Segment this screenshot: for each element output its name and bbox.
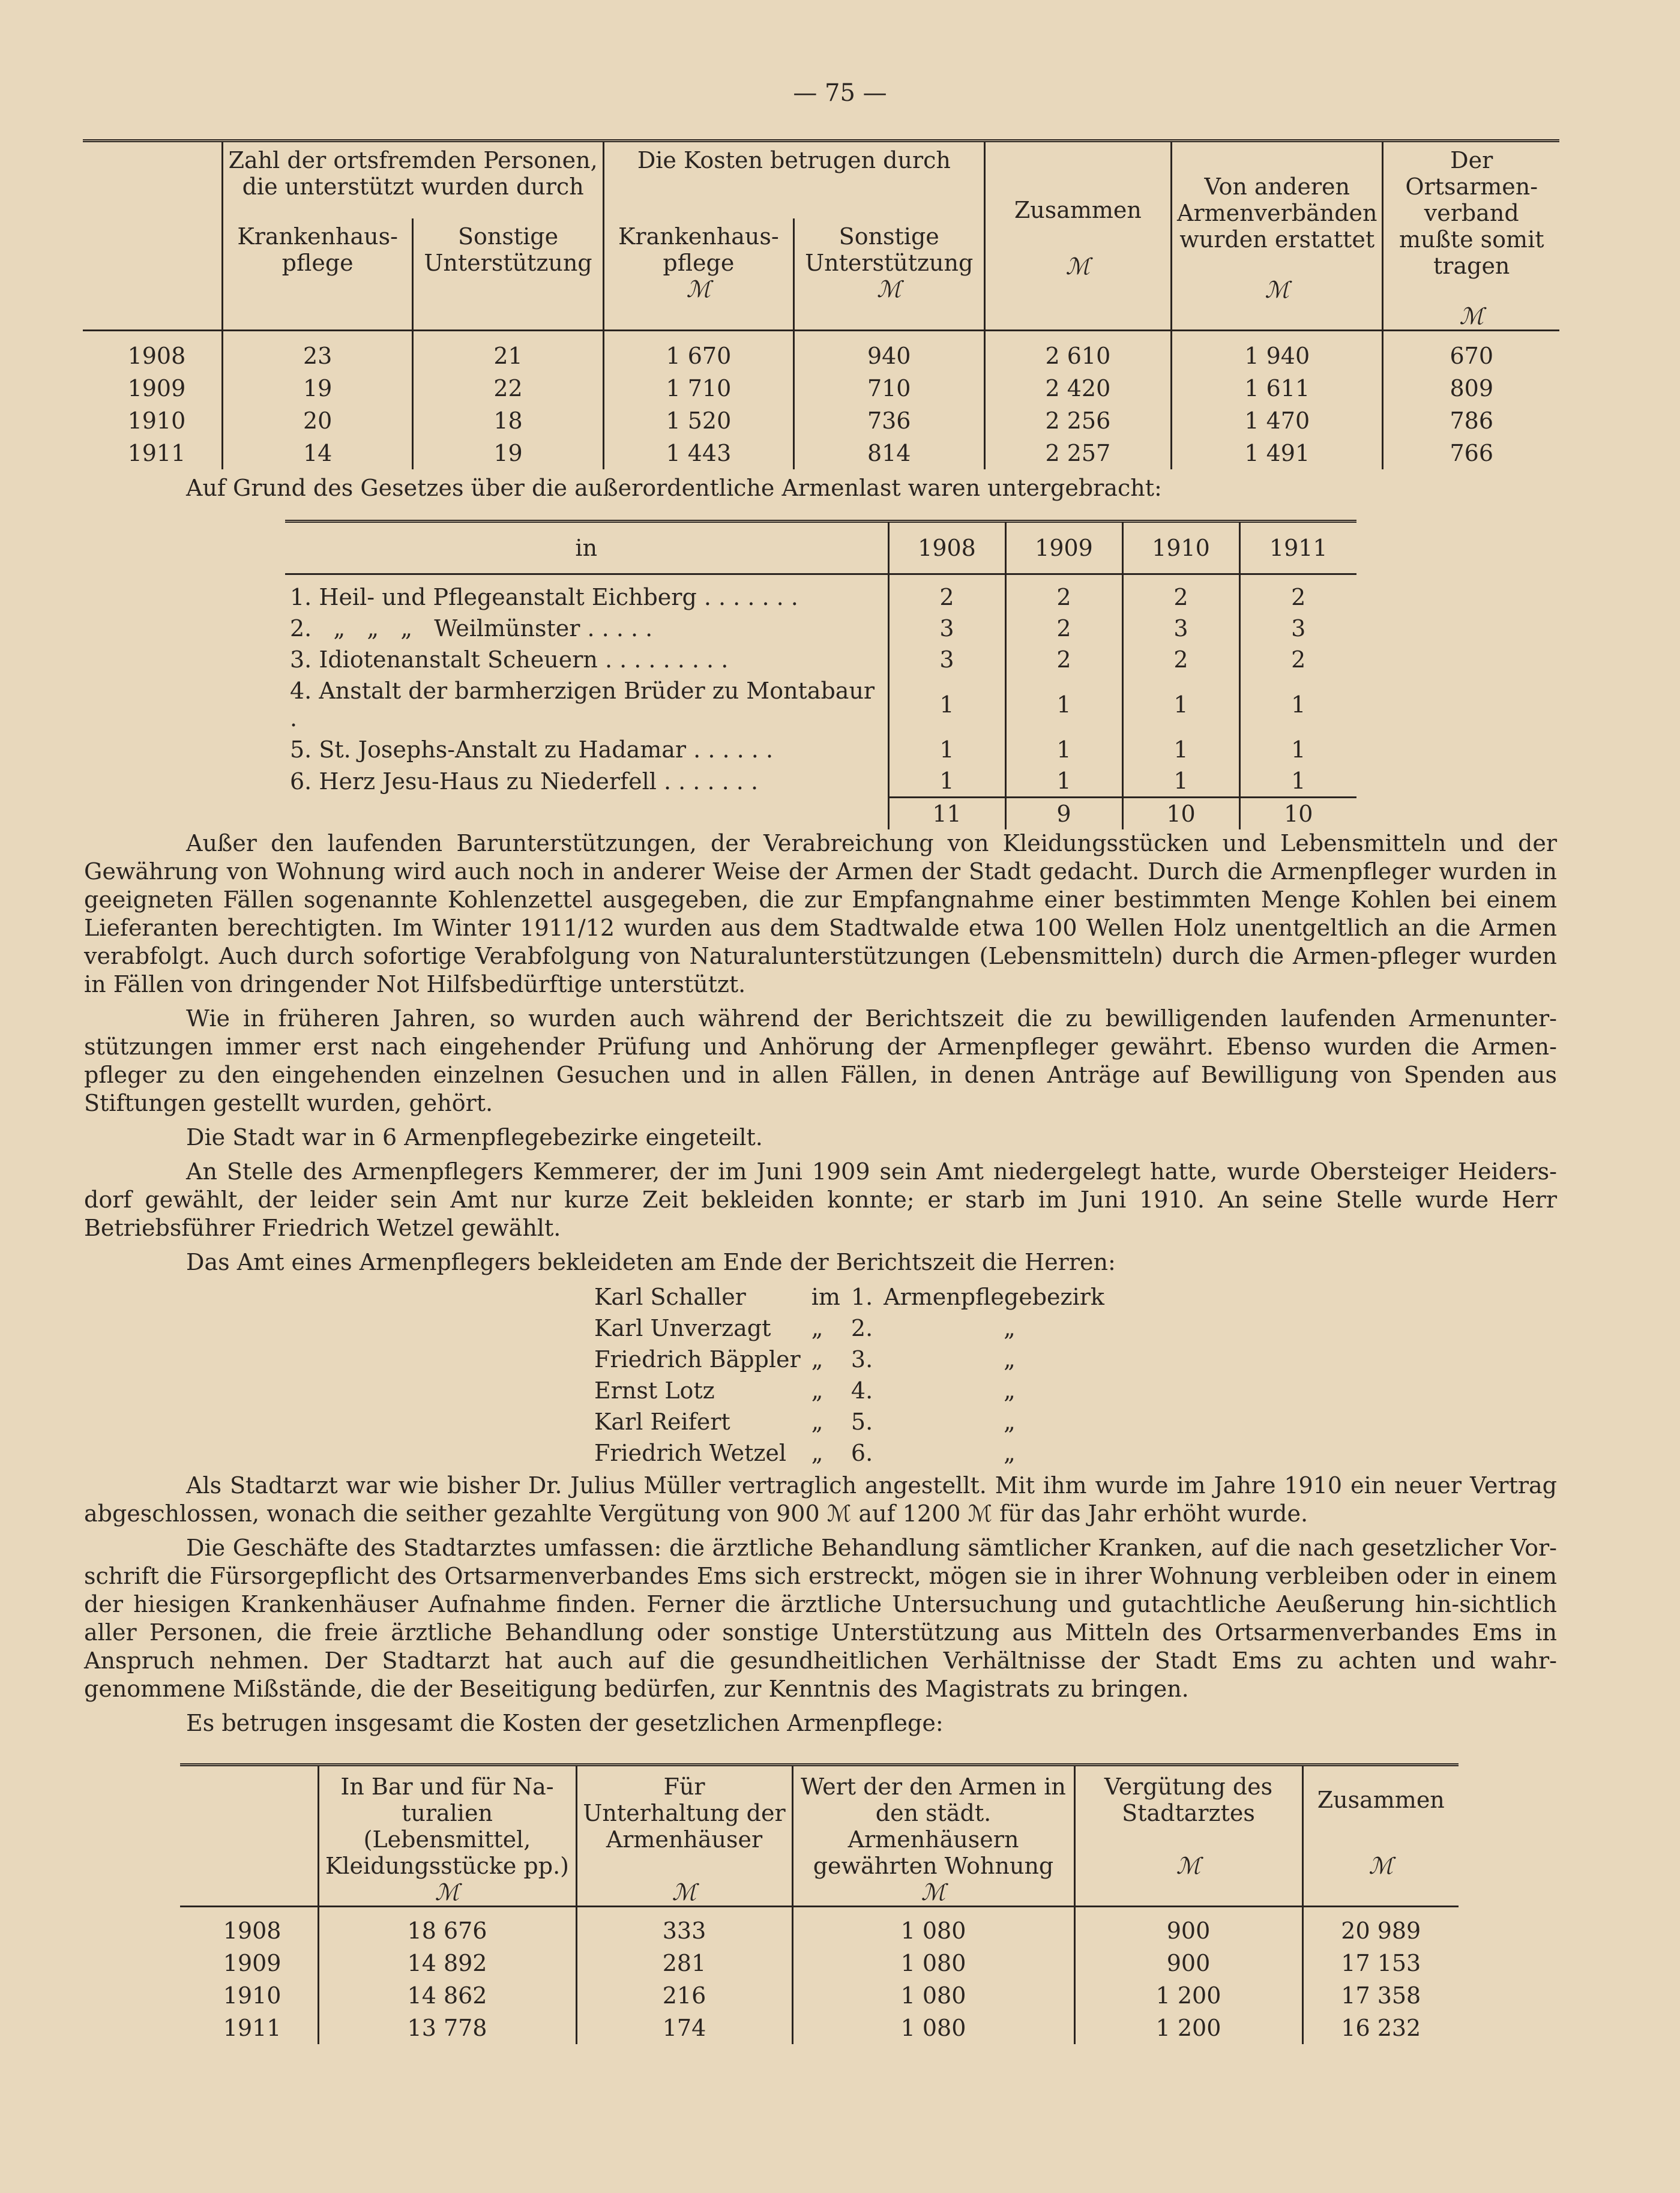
cell: 900: [1074, 1907, 1302, 1948]
table-row: [285, 675, 1356, 734]
row-year: 1909: [127, 375, 186, 402]
pfleger-name: Friedrich Bäppler: [594, 1346, 801, 1373]
cell: 736: [793, 405, 984, 437]
currency-mark: ℳ: [1176, 1853, 1201, 1879]
cell: 2 257: [984, 437, 1171, 469]
currency-mark: ℳ: [1459, 303, 1484, 329]
cell: 1 710: [604, 372, 794, 405]
currency-mark: ℳ: [876, 276, 902, 303]
row-year: 1910: [223, 1982, 282, 2009]
row-year: 1908: [127, 343, 186, 369]
total-cell: 10: [1122, 798, 1239, 830]
cell: 1 080: [792, 1907, 1074, 1948]
cell: 1 080: [792, 1947, 1074, 1979]
cell: 2: [1122, 574, 1239, 613]
header-year: 1911: [1239, 522, 1356, 574]
cell: 1 443: [604, 437, 794, 469]
pfleger-prep: im: [811, 1284, 840, 1310]
header-persons: Zahl der ortsfremden Personen, die unterstützt wurden durch: [223, 141, 604, 219]
cell: 3: [888, 644, 1005, 675]
totals-row: [285, 798, 1356, 830]
pfleger-bezirk: „: [1004, 1409, 1016, 1435]
list-item: [594, 1437, 1115, 1469]
cell: 19: [223, 372, 413, 405]
pfleger-bezirk: „: [1004, 1377, 1016, 1404]
total-cell: 9: [1005, 798, 1122, 830]
institution-label: 3. Idiotenanstalt Scheuern . . . . . . . . .: [290, 646, 729, 673]
header-zusammen: Zusammen: [1317, 1787, 1445, 1813]
cell: 2: [1005, 644, 1122, 675]
list-item: [594, 1406, 1115, 1437]
cell: 1: [888, 675, 1005, 734]
cell: 23: [223, 331, 413, 373]
currency-mark: ℳ: [672, 1879, 697, 1906]
cell: 216: [576, 1979, 792, 2012]
header-erstattet: Von anderen Armenverbänden wurden erstattet: [1177, 173, 1377, 253]
cell: 1 520: [604, 405, 794, 437]
cell: 16 232: [1302, 2012, 1459, 2044]
pfleger-nr: 6.: [851, 1440, 873, 1466]
paragraph: Auf Grund des Gesetzes über die außerordentliche Armenlast waren untergebracht:: [186, 475, 1162, 501]
pfleger-nr: 5.: [851, 1409, 873, 1435]
cell: 19: [413, 437, 604, 469]
currency-mark: ℳ: [1065, 253, 1091, 280]
cell: 3: [1239, 613, 1356, 644]
list-item: [594, 1344, 1115, 1375]
cell: 1: [1122, 765, 1239, 798]
header-sonstige-costs: Sonstige Unterstützung: [805, 223, 974, 277]
cell: 2: [1239, 644, 1356, 675]
cell: 1: [1122, 734, 1239, 765]
table-row: [83, 331, 1559, 373]
cell: 2 420: [984, 372, 1171, 405]
paragraph: Wie in früheren Jahren, so wurden auch während der Berichtszeit die zu bewilligenden laufenden Armenunter-stützungen immer erst nach eingehender Prüfung und Anhörung der Armenpfleger gewährt. Ebenso wurden die Armen-pfleger zu den eingehenden einzelnen Gesuchen und in allen Fällen, in denen Anträge auf Bewilligung von Spenden aus Stiftungen gestellt wurden, gehört.: [84, 1005, 1557, 1116]
cell: 20 989: [1302, 1907, 1459, 1948]
cell: 710: [793, 372, 984, 405]
row-year: 1911: [127, 440, 186, 466]
page-number: — 75 —: [793, 79, 887, 107]
table-row: [285, 734, 1356, 765]
cell: 766: [1383, 437, 1559, 469]
pfleger-prep: „: [811, 1377, 823, 1404]
institution-label: 2. „ „ „ Weilmünster . . . . .: [290, 615, 653, 642]
cell: 1 611: [1172, 372, 1383, 405]
cell: 174: [576, 2012, 792, 2044]
cell: 1: [1239, 765, 1356, 798]
header-year: 1910: [1122, 522, 1239, 574]
cell: 20: [223, 405, 413, 437]
cell: 1: [888, 765, 1005, 798]
paragraph: Das Amt eines Armenpflegers bekleideten am Ende der Berichtszeit die Herren:: [186, 1249, 1116, 1275]
table-row: [83, 372, 1559, 405]
body-text-1: [84, 829, 1557, 1283]
cell: 1: [1122, 675, 1239, 734]
cell: 1: [1239, 734, 1356, 765]
cell: 2: [1005, 574, 1122, 613]
header-sonstige-persons: Sonstige Unterstützung: [413, 218, 604, 330]
cell: 1 940: [1172, 331, 1383, 373]
cell: 281: [576, 1947, 792, 1979]
cell: 1: [1239, 675, 1356, 734]
table-row: [285, 574, 1356, 613]
pfleger-nr: 3.: [851, 1346, 873, 1373]
paragraph: Die Stadt war in 6 Armenpflegebezirke eingeteilt.: [186, 1124, 763, 1151]
currency-mark: ℳ: [1368, 1853, 1394, 1879]
header-zusammen: Zusammen: [1014, 197, 1142, 223]
cell: 2: [1239, 574, 1356, 613]
pfleger-list: [594, 1281, 1115, 1469]
table-row: [83, 437, 1559, 469]
pfleger-prep: „: [811, 1315, 823, 1341]
table-row: [285, 644, 1356, 675]
cell: 14 892: [318, 1947, 576, 1979]
table-row: [285, 765, 1356, 798]
cell: 22: [413, 372, 604, 405]
row-year: 1910: [127, 408, 186, 434]
table-row: [180, 2012, 1459, 2044]
cell: 333: [576, 1907, 792, 1948]
header-bar: In Bar und für Na-turalien (Lebensmittel, Kleidungsstücke pp.): [325, 1773, 569, 1879]
institution-label: 4. Anstalt der barmherzigen Brüder zu Montabaur .: [290, 678, 875, 732]
cell: 809: [1383, 372, 1559, 405]
currency-mark: ℳ: [921, 1879, 946, 1906]
row-year: 1909: [223, 1950, 282, 1976]
cell: 2: [888, 574, 1005, 613]
intro-institutions: [84, 474, 1557, 508]
cell: 1: [888, 734, 1005, 765]
header-year: 1909: [1005, 522, 1122, 574]
list-item: [594, 1281, 1115, 1313]
cell: 670: [1383, 331, 1559, 373]
cell: 1 470: [1172, 405, 1383, 437]
paragraph: Es betrugen insgesamt die Kosten der gesetzlichen Armenpflege:: [186, 1710, 944, 1736]
cell: 814: [793, 437, 984, 469]
cell: 1: [1005, 675, 1122, 734]
cell: 786: [1383, 405, 1559, 437]
cell: 1 200: [1074, 1979, 1302, 2012]
cell: 940: [793, 331, 984, 373]
row-year: 1911: [223, 2015, 282, 2041]
cell: 1 200: [1074, 2012, 1302, 2044]
cell: 2: [1005, 613, 1122, 644]
pfleger-name: Ernst Lotz: [594, 1377, 715, 1404]
header-wert: Wert der den Armen in den städt. Armenhäusern gewährten Wohnung: [801, 1773, 1066, 1879]
table-row: [285, 613, 1356, 644]
cell: 1 670: [604, 331, 794, 373]
cell: 3: [888, 613, 1005, 644]
paragraph: Als Stadtarzt war wie bisher Dr. Julius Müller vertraglich angestellt. Mit ihm wurde im Jahre 1910 ein neuer Vertrag abgeschlossen, wonach die seither gezahlte Vergütung von 900 ℳ auf 1200 ℳ für das Jahr erhöht wurde.: [84, 1472, 1557, 1527]
total-costs-table: [180, 1763, 1459, 2044]
institution-label: 5. St. Josephs-Anstalt zu Hadamar . . . . . .: [290, 736, 774, 763]
pfleger-name: Karl Reifert: [594, 1409, 730, 1435]
foreign-persons-table: [83, 139, 1559, 469]
cell: 1: [1005, 734, 1122, 765]
cell: 3: [1122, 613, 1239, 644]
currency-mark: ℳ: [435, 1879, 460, 1906]
pfleger-prep: „: [811, 1440, 823, 1466]
cell: 1 491: [1172, 437, 1383, 469]
total-cell: 11: [888, 798, 1005, 830]
table-row: [83, 405, 1559, 437]
cell: 14 862: [318, 1979, 576, 2012]
header-krankenhaus-costs: Krankenhaus-pflege: [618, 223, 779, 277]
pfleger-prep: „: [811, 1409, 823, 1435]
pfleger-bezirk: „: [1004, 1315, 1016, 1341]
cell: 17 358: [1302, 1979, 1459, 2012]
table-row: [180, 1979, 1459, 2012]
row-year: 1908: [223, 1918, 282, 1944]
cell: 18 676: [318, 1907, 576, 1948]
list-item: [594, 1375, 1115, 1406]
institutions-table: [285, 520, 1356, 829]
header-krankenhaus-persons: Krankenhaus-pflege: [223, 218, 413, 330]
header-unterhalt: Für Unterhaltung der Armenhäuser: [583, 1773, 786, 1853]
pfleger-bezirk: „: [1004, 1440, 1016, 1466]
header-costs: Die Kosten betrugen durch: [604, 141, 985, 219]
table-row: [180, 1947, 1459, 1979]
pfleger-bezirk: „: [1004, 1346, 1016, 1373]
cell: 17 153: [1302, 1947, 1459, 1979]
cell: 1: [1005, 765, 1122, 798]
pfleger-nr: 1.: [851, 1284, 873, 1310]
paragraph: Die Geschäfte des Stadtarztes umfassen: die ärztliche Behandlung sämtlicher Kranken, auf die nach gesetzlicher Vor-schrift die Fürsorgepflicht des Ortsarmenverbandes Ems sich erstreckt, mögen sie in ihrer Wohnung verbleiben oder in einem der hiesigen Krankenhäuser Aufnahme finden. Ferner die ärztliche Untersuchung und gutachtliche Aeußerung hin-sichtlich aller Personen, die freie ärztliche Behandlung oder sonstige Unterstützung aus Mitteln des Ortsarmenverbandes Ems in Anspruch nehmen. Der Stadtarzt hat auch auf die gesundheitlichen Verhältnisse der Stadt Ems zu achten und wahr-genommene Mißstände, die der Beseitigung bedürfen, zur Kenntnis des Magistrats zu bringen.: [84, 1535, 1557, 1702]
pfleger-nr: 2.: [851, 1315, 873, 1341]
cell: 2 256: [984, 405, 1171, 437]
pfleger-name: Friedrich Wetzel: [594, 1440, 787, 1466]
cell: 2 610: [984, 331, 1171, 373]
cell: 1 080: [792, 2012, 1074, 2044]
pfleger-name: Karl Unverzagt: [594, 1315, 771, 1341]
cell: 13 778: [318, 2012, 576, 2044]
pfleger-nr: 4.: [851, 1377, 873, 1404]
paragraph: An Stelle des Armenpflegers Kemmerer, der im Juni 1909 sein Amt niedergelegt hatte, wurde Obersteiger Heiders-dorf gewählt, der leider sein Amt nur kurze Zeit bekleiden konnte; er starb im Juni 1910. An seine Stelle wurde Herr Betriebsführer Friedrich Wetzel gewählt.: [84, 1158, 1557, 1241]
table-row: [180, 1907, 1459, 1948]
cell: 21: [413, 331, 604, 373]
institution-label: 1. Heil- und Pflegeanstalt Eichberg . . . . . . .: [290, 584, 798, 610]
body-text-2: [84, 1472, 1557, 1743]
cell: 900: [1074, 1947, 1302, 1979]
cell: 2: [1122, 644, 1239, 675]
pfleger-name: Karl Schaller: [594, 1284, 746, 1310]
cell: 14: [223, 437, 413, 469]
pfleger-prep: „: [811, 1346, 823, 1373]
cell: 18: [413, 405, 604, 437]
currency-mark: ℳ: [686, 276, 711, 303]
currency-mark: ℳ: [1265, 277, 1290, 303]
total-cell: 10: [1239, 798, 1356, 830]
pfleger-bezirk: Armenpflegebezirk: [884, 1284, 1104, 1310]
list-item: [594, 1313, 1115, 1344]
header-verguetung: Vergütung des Stadtarztes: [1104, 1773, 1273, 1826]
paragraph: Außer den laufenden Barunterstützungen, der Verabreichung von Kleidungsstücken und Lebensmitteln und der Gewährung von Wohnung wird auch noch in anderer Weise der Armen der Stadt gedacht. Durch die Armenpfleger wurden in geeigneten Fällen sogenannte Kohlenzettel ausgegeben, die zur Empfangnahme einer bestimmten Menge Kohlen bei einem Lieferanten berechtigten. Im Winter 1911/12 wurden aus dem Stadtwalde etwa 100 Wellen Holz unentgeltlich an die Armen verabfolgt. Auch durch sofortige Verabfolgung von Naturalunterstützungen (Lebensmitteln) durch die Armen-pfleger wurden in Fällen von dringender Not Hilfsbedürftige unterstützt.: [84, 830, 1557, 997]
header-tragen: Der Ortsarmen-verband mußte somit tragen: [1398, 147, 1544, 279]
institution-label: 6. Herz Jesu-Haus zu Niederfell . . . . . . .: [290, 768, 759, 795]
header-in: in: [285, 522, 888, 574]
header-year: 1908: [888, 522, 1005, 574]
cell: 1 080: [792, 1979, 1074, 2012]
